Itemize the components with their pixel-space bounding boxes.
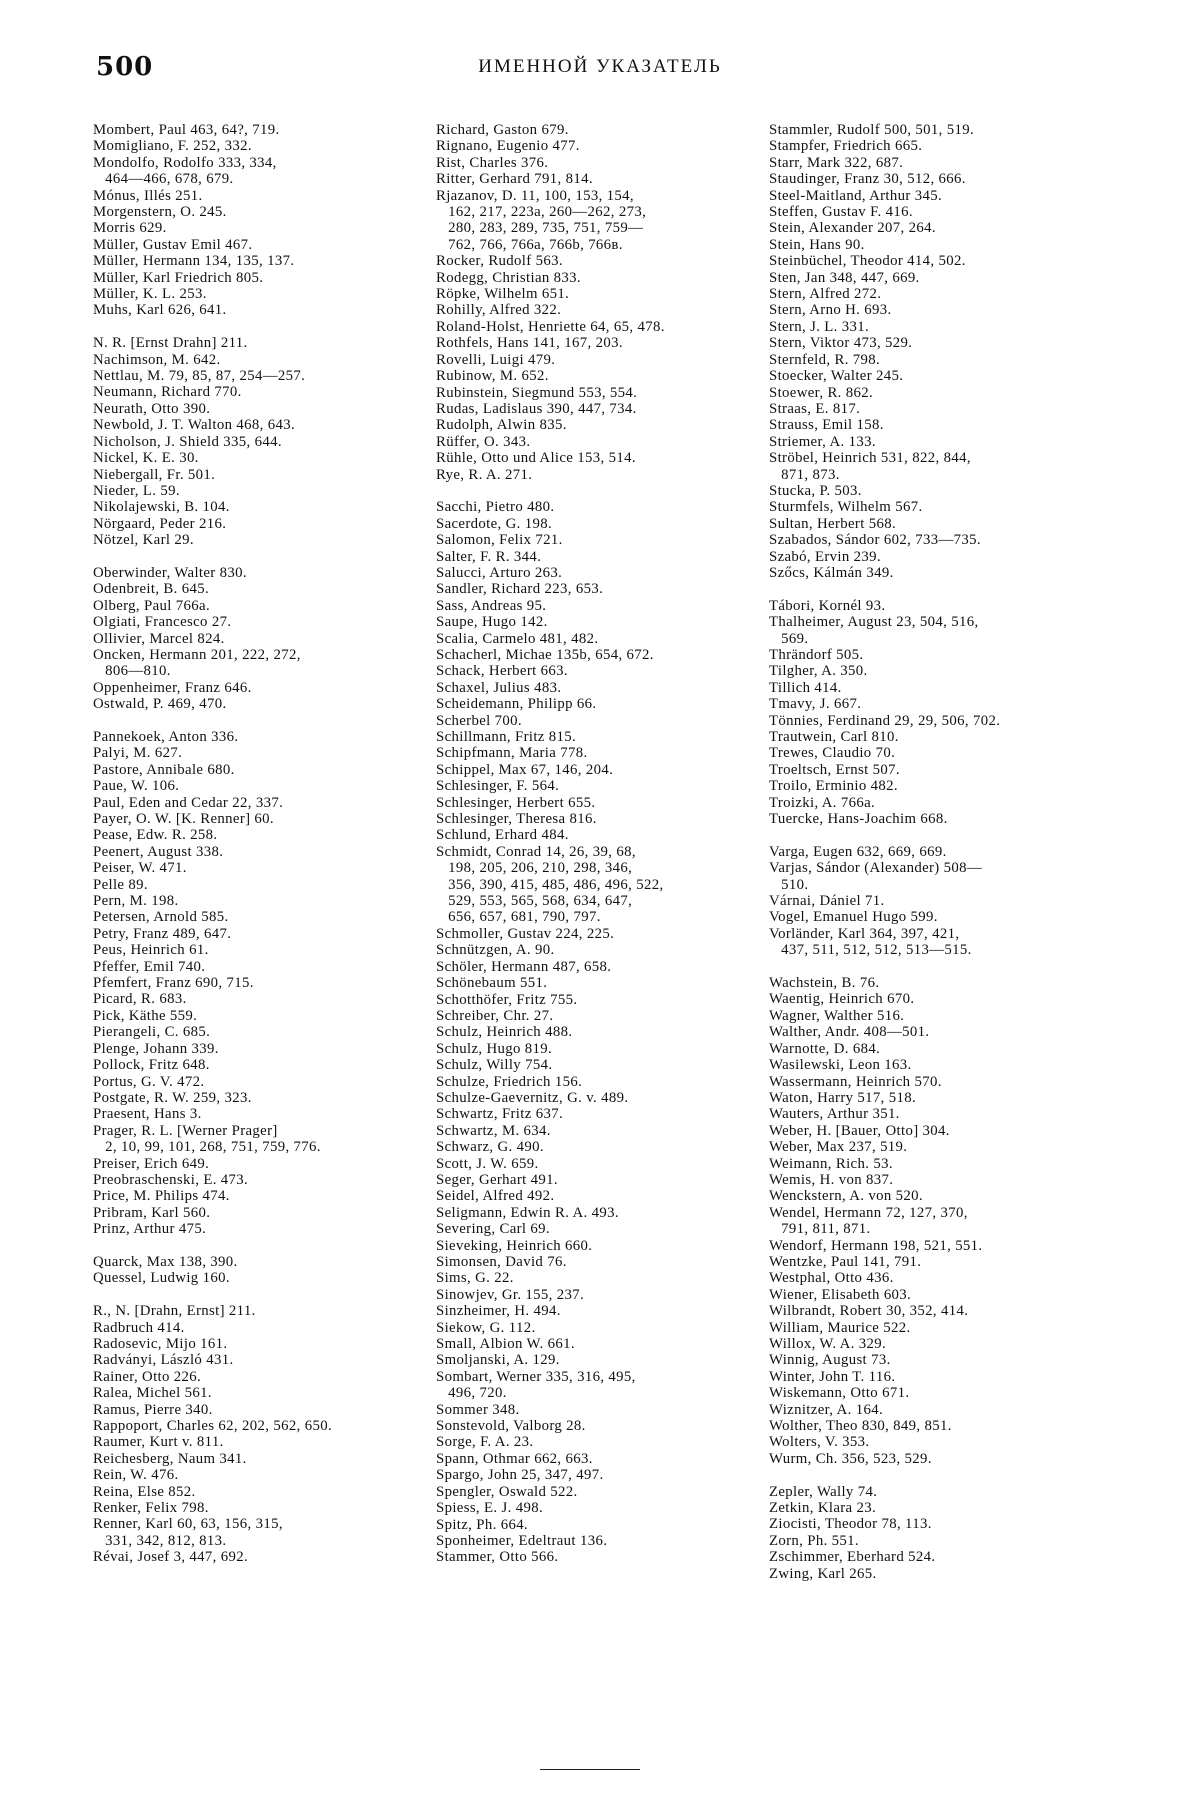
index-entry: Renker, Felix 798. [93, 1500, 209, 1517]
index-entry: Quessel, Ludwig 160. [93, 1270, 230, 1287]
index-entry: Smoljanski, A. 129. [436, 1352, 560, 1369]
index-entry: Stammler, Rudolf 500, 501, 519. [769, 122, 975, 138]
index-entry: Paul, Eden and Cedar 22, 337. [93, 794, 284, 811]
index-entry: Tuercke, Hans-Joachim 668. [769, 811, 948, 828]
index-entry: Scherbel 700. [436, 712, 522, 729]
index-entry: Müller, Hermann 134, 135, 137. [93, 253, 295, 270]
index-entry: Staudinger, Franz 30, 512, 666. [769, 171, 966, 188]
index-entry: Paue, W. 106. [93, 778, 180, 795]
index-entry: Schotthöfer, Fritz 755. [436, 991, 578, 1008]
index-entry: Nötzel, Karl 29. [93, 532, 194, 549]
index-entry: Petry, Franz 489, 647. [93, 925, 232, 942]
index-entry: Schwartz, Fritz 637. [436, 1106, 563, 1123]
index-entry: Starr, Mark 322, 687. [769, 154, 904, 171]
index-entry: Wachstein, B. 76. [769, 975, 880, 992]
page-number: 500 [96, 52, 154, 82]
index-entry: Rudas, Ladislaus 390, 447, 734. [436, 400, 637, 417]
index-entry: Schlund, Erhard 484. [436, 827, 569, 844]
index-entry: Rubinstein, Siegmund 553, 554. [436, 384, 638, 401]
index-entry: Wassermann, Heinrich 570. [769, 1073, 942, 1090]
index-entry: Spitz, Ph. 664. [436, 1516, 528, 1533]
index-entry: Portus, G. V. 472. [93, 1073, 205, 1090]
index-entry: Thrändorf 505. [769, 646, 864, 663]
index-entry: Morris 629. [93, 220, 167, 237]
index-entry: Sten, Jan 348, 447, 669. [769, 269, 920, 286]
index-entry: Praesent, Hans 3. [93, 1106, 202, 1123]
index-entry: Strauss, Emil 158. [769, 417, 884, 434]
index-entry: Wasilewski, Leon 163. [769, 1057, 912, 1074]
index-entry: 437, 511, 512, 512, 513—515. [769, 942, 972, 959]
index-entry: Oberwinder, Walter 830. [93, 564, 247, 581]
index-entry: Wolters, V. 353. [769, 1434, 870, 1451]
index-entry: Stern, Alfred 272. [769, 286, 882, 303]
index-entry: Nicholson, J. Shield 335, 644. [93, 433, 282, 450]
index-entry: Wendel, Hermann 72, 127, 370, [769, 1204, 968, 1221]
index-entry: 162, 217, 223a, 260—262, 273, [436, 204, 647, 221]
index-entry: Scalia, Carmelo 481, 482. [436, 630, 599, 647]
index-entry: Müller, K. L. 253. [93, 286, 207, 303]
index-entry: Oppenheimer, Franz 646. [93, 679, 252, 696]
end-rule [540, 1769, 640, 1770]
index-entry: Newbold, J. T. Walton 468, 643. [93, 417, 296, 434]
index-entry: Momigliano, F. 252, 332. [93, 138, 252, 155]
index-entry: Ramus, Pierre 340. [93, 1401, 213, 1418]
index-entry: Sinowjev, Gr. 155, 237. [436, 1286, 585, 1303]
index-entry: Pelle 89. [93, 876, 148, 893]
index-entry: Pastore, Annibale 680. [93, 761, 235, 778]
index-entry: Westphal, Otto 436. [769, 1270, 894, 1287]
index-entry: Mondolfo, Rodolfo 333, 334, [93, 154, 277, 171]
index-entry: Ostwald, P. 469, 470. [93, 696, 227, 713]
index-entry: Schwarz, G. 490. [436, 1139, 544, 1156]
index-entry: Wolther, Theo 830, 849, 851. [769, 1418, 952, 1435]
index-entry: Richard, Gaston 679. [436, 122, 569, 138]
index-entry: Tilgher, A. 350. [769, 663, 868, 680]
index-entry: 791, 811, 871. [769, 1221, 871, 1238]
index-entry: 806—810. [93, 663, 171, 680]
index-entry: Troilo, Erminio 482. [769, 778, 898, 795]
index-entry: Spann, Othmar 662, 663. [436, 1450, 593, 1467]
index-entry: Steinbüchel, Theodor 414, 502. [769, 253, 966, 270]
index-entry: Vogel, Emanuel Hugo 599. [769, 909, 938, 926]
index-entry: Sacchi, Pietro 480. [436, 499, 555, 516]
index-entry: Price, M. Philips 474. [93, 1188, 230, 1205]
index-entry: Röpke, Wilhelm 651. [436, 286, 570, 303]
index-entry: Radosevic, Mijo 161. [93, 1335, 228, 1352]
index-entry: Pribram, Karl 560. [93, 1204, 211, 1221]
index-entry: Schnützgen, A. 90. [436, 942, 555, 959]
index-entry: Muhs, Karl 626, 641. [93, 302, 227, 319]
index-entry: Trautwein, Carl 810. [769, 729, 899, 746]
index-entry: 280, 283, 289, 735, 751, 759— [436, 220, 644, 237]
page-title: ИМЕННОЙ УКАЗАТЕЛЬ [478, 56, 722, 77]
index-entry: Spiess, E. J. 498. [436, 1500, 544, 1517]
index-entry: 656, 657, 681, 790, 797. [436, 909, 601, 926]
index-entry: 356, 390, 415, 485, 486, 496, 522, [436, 876, 664, 893]
index-entry: Petersen, Arnold 585. [93, 909, 229, 926]
index-entry: Striemer, A. 133. [769, 433, 876, 450]
index-entry: Schmoller, Gustav 224, 225. [436, 925, 615, 942]
index-entry: Preobraschenski, E. 473. [93, 1171, 249, 1188]
index-entry: Pollock, Fritz 648. [93, 1057, 210, 1074]
index-entry: Thalheimer, August 23, 504, 516, [769, 614, 979, 631]
index-entry: Odenbreit, B. 645. [93, 581, 210, 598]
index-entry: Schlesinger, Theresa 816. [436, 811, 597, 828]
index-entry: Sommer 348. [436, 1401, 520, 1418]
index-entry: Schulz, Hugo 819. [436, 1040, 553, 1057]
index-entry: Tönnies, Ferdinand 29, 29, 506, 702. [769, 712, 1001, 729]
index-entry: Pierangeli, C. 685. [93, 1024, 211, 1041]
index-entry: Zwing, Karl 265. [769, 1565, 877, 1582]
index-entry: Schippel, Max 67, 146, 204. [436, 761, 614, 778]
index-entry: Nikolajewski, B. 104. [93, 499, 230, 516]
index-entry: Müller, Gustav Emil 467. [93, 236, 253, 253]
index-entry: Szabó, Ervin 239. [769, 548, 881, 565]
index-entry: Stern, J. L. 331. [769, 318, 870, 335]
index-column-2 [436, 122, 776, 1566]
page-header [0, 52, 1200, 92]
index-entry: 762, 766, 766a, 766b, 766в. [436, 236, 623, 253]
index-entry: Ritter, Gerhard 791, 814. [436, 171, 593, 188]
index-entry: Nettlau, M. 79, 85, 87, 254—257. [93, 368, 306, 385]
index-entry: 569. [769, 630, 809, 647]
index-entry: 2, 10, 99, 101, 268, 751, 759, 776. [93, 1139, 321, 1156]
index-entry: Raumer, Kurt v. 811. [93, 1434, 224, 1451]
index-entry: Straas, E. 817. [769, 400, 861, 417]
index-entry: Morgenstern, O. 245. [93, 204, 227, 221]
index-entry: 198, 205, 206, 210, 298, 346, [436, 860, 633, 877]
index-entry: 529, 553, 565, 568, 634, 647, [436, 893, 633, 910]
index-entry: Rudolph, Alwin 835. [436, 417, 567, 434]
index-entry: Neumann, Richard 770. [93, 384, 242, 401]
index-entry: Rocker, Rudolf 563. [436, 253, 563, 270]
index-entry: Wurm, Ch. 356, 523, 529. [769, 1450, 932, 1467]
index-entry: Pern, M. 198. [93, 893, 179, 910]
index-entry: Picard, R. 683. [93, 991, 187, 1008]
index-entry: Stucka, P. 503. [769, 482, 862, 499]
index-column-1 [93, 122, 433, 1566]
index-entry: Sacerdote, G. 198. [436, 515, 553, 532]
index-entry: Preiser, Erich 649. [93, 1155, 210, 1172]
index-entry: Wiznitzer, A. 164. [769, 1401, 884, 1418]
index-entry: Stern, Arno H. 693. [769, 302, 892, 319]
index-entry: Sturmfels, Wilhelm 567. [769, 499, 923, 516]
index-entry: Palyi, M. 627. [93, 745, 183, 762]
index-entry: Niebergall, Fr. 501. [93, 466, 216, 483]
index-entry: Peus, Heinrich 61. [93, 942, 209, 959]
index-entry: Stammer, Otto 566. [436, 1549, 559, 1566]
index-entry: Weimann, Rich. 53. [769, 1155, 893, 1172]
index-entry: Salter, F. R. 344. [436, 548, 542, 565]
index-entry: Nickel, K. E. 30. [93, 450, 199, 467]
index-entry: Reina, Else 852. [93, 1483, 196, 1500]
index-entry: Wauters, Arthur 351. [769, 1106, 900, 1123]
index-entry: Sinzheimer, H. 494. [436, 1303, 561, 1320]
index-entry: Scheidemann, Philipp 66. [436, 696, 597, 713]
index-entry: Peenert, August 338. [93, 843, 224, 860]
index-entry: Rovelli, Luigi 479. [436, 351, 556, 368]
index-entry: Varjas, Sándor (Alexander) 508— [769, 860, 983, 877]
index-entry: Rappoport, Charles 62, 202, 562, 650. [93, 1418, 332, 1435]
index-entry: Spengler, Oswald 522. [436, 1483, 578, 1500]
index-entry: 871, 873. [769, 466, 840, 483]
index-entry: Várnai, Dániel 71. [769, 893, 885, 910]
index-entry: Trewes, Claudio 70. [769, 745, 896, 762]
index-entry: 464—466, 678, 679. [93, 171, 234, 188]
index-entry: Tillich 414. [769, 679, 842, 696]
index-entry: Seligmann, Edwin R. A. 493. [436, 1204, 619, 1221]
index-entry: 496, 720. [436, 1385, 507, 1402]
index-entry: Seger, Gerhart 491. [436, 1171, 558, 1188]
index-entry: Ralea, Michel 561. [93, 1385, 212, 1402]
index-entry: Rjazanov, D. 11, 100, 153, 154, [436, 187, 634, 204]
index-entry: Schipfmann, Maria 778. [436, 745, 588, 762]
index-entry: Reichesberg, Naum 341. [93, 1450, 247, 1467]
index-entry: Zetkin, Klara 23. [769, 1500, 877, 1517]
index-entry: Simonsen, David 76. [436, 1254, 567, 1271]
index-entry: Wenckstern, A. von 520. [769, 1188, 923, 1205]
index-entry: Sponheimer, Edeltraut 136. [436, 1532, 608, 1549]
index-entry: Pick, Käthe 559. [93, 1007, 198, 1024]
index-entry: Schack, Herbert 663. [436, 663, 568, 680]
index-entry: Radványi, László 431. [93, 1352, 234, 1369]
index-entry: Schulze-Gaevernitz, G. v. 489. [436, 1089, 629, 1106]
index-entry: Winnig, August 73. [769, 1352, 891, 1369]
index-entry: Weber, H. [Bauer, Otto] 304. [769, 1122, 950, 1139]
index-entry: Plenge, Johann 339. [93, 1040, 219, 1057]
index-entry: Stoecker, Walter 245. [769, 368, 904, 385]
index-entry: Zepler, Wally 74. [769, 1483, 878, 1500]
index-entry: Steffen, Gustav F. 416. [769, 204, 913, 221]
index-entry: Siekow, G. 112. [436, 1319, 536, 1336]
index-entry: Quarck, Max 138, 390. [93, 1253, 238, 1270]
index-entry: Olgiati, Francesco 27. [93, 614, 232, 631]
index-entry: Sims, G. 22. [436, 1270, 514, 1287]
index-entry: Stein, Hans 90. [769, 236, 865, 253]
index-entry: Waentig, Heinrich 670. [769, 991, 915, 1008]
index-entry: Vorländer, Karl 364, 397, 421, [769, 925, 960, 942]
index-entry: Walther, Andr. 408—501. [769, 1024, 930, 1041]
index-entry: Sombart, Werner 335, 316, 495, [436, 1368, 636, 1385]
index-entry: Ströbel, Heinrich 531, 822, 844, [769, 450, 971, 467]
index-entry: Payer, O. W. [K. Renner] 60. [93, 811, 274, 828]
index-entry: Sieveking, Heinrich 660. [436, 1237, 593, 1254]
index-entry: Stern, Viktor 473, 529. [769, 335, 913, 352]
index-column-3 [769, 122, 1114, 1582]
index-entry: Ollivier, Marcel 824. [93, 630, 225, 647]
index-entry: Neurath, Otto 390. [93, 400, 211, 417]
index-entry: Winter, John T. 116. [769, 1368, 896, 1385]
index-entry: Zschimmer, Eberhard 524. [769, 1549, 936, 1566]
index-entry: Szőcs, Kálmán 349. [769, 564, 894, 581]
index-entry: Troizki, A. 766a. [769, 794, 876, 811]
index-entry: Schulz, Heinrich 488. [436, 1024, 573, 1041]
index-entry: Schwartz, M. 634. [436, 1122, 551, 1139]
index-entry: Révai, Josef 3, 447, 692. [93, 1549, 249, 1566]
index-entry: Wagner, Walther 516. [769, 1007, 905, 1024]
index-entry: Szabados, Sándor 602, 733—735. [769, 532, 981, 549]
index-entry: Wiskemann, Otto 671. [769, 1385, 910, 1402]
index-entry: Wilbrandt, Robert 30, 352, 414. [769, 1303, 969, 1320]
index-entry: Ziocisti, Theodor 78, 113. [769, 1516, 932, 1533]
index-entry: Stampfer, Friedrich 665. [769, 138, 923, 155]
index-entry: Tábori, Kornél 93. [769, 597, 886, 614]
index-entry: Saupe, Hugo 142. [436, 614, 548, 631]
index-entry: Schöler, Hermann 487, 658. [436, 958, 612, 975]
index-entry: Troeltsch, Ernst 507. [769, 761, 900, 778]
index-entry: Weber, Max 237, 519. [769, 1139, 908, 1156]
index-entry: Salucci, Arturo 263. [436, 564, 563, 581]
index-entry: Scott, J. W. 659. [436, 1155, 539, 1172]
index-entry: Wentzke, Paul 141, 791. [769, 1253, 922, 1270]
index-entry: Nachimson, M. 642. [93, 351, 221, 368]
index-entry: Zorn, Ph. 551. [769, 1532, 859, 1549]
index-entry: Peiser, W. 471. [93, 860, 187, 877]
index-entry: Seidel, Alfred 492. [436, 1188, 555, 1205]
index-entry: Salomon, Felix 721. [436, 532, 563, 549]
index-entry: Rodegg, Christian 833. [436, 269, 581, 286]
index-entry: Rubinow, M. 652. [436, 368, 549, 385]
index-entry: Schlesinger, F. 564. [436, 778, 560, 795]
index-entry: Rignano, Eugenio 477. [436, 138, 580, 155]
index-entry: Prager, R. L. [Werner Prager] [93, 1122, 278, 1139]
index-entry: Schreiber, Chr. 27. [436, 1007, 554, 1024]
index-entry: Schulze, Friedrich 156. [436, 1073, 583, 1090]
index-entry: Nörgaard, Peder 216. [93, 515, 227, 532]
index-entry: Schillmann, Fritz 815. [436, 729, 577, 746]
index-entry: Radbruch 414. [93, 1319, 185, 1336]
index-entry: Rothfels, Hans 141, 167, 203. [436, 335, 623, 352]
index-entry: Sultan, Herbert 568. [769, 515, 896, 532]
index-entry: Sass, Andreas 95. [436, 597, 547, 614]
index-entry: Schlesinger, Herbert 655. [436, 794, 596, 811]
index-entry: N. R. [Ernst Drahn] 211. [93, 335, 248, 352]
index-entry: Sternfeld, R. 798. [769, 351, 881, 368]
index-entry: Schönebaum 551. [436, 975, 548, 992]
index-entry: Rohilly, Alfred 322. [436, 302, 562, 319]
index-entry: Rühle, Otto und Alice 153, 514. [436, 450, 636, 467]
index-entry: 510. [769, 876, 809, 893]
index-entry: Mombert, Paul 463, 64?, 719. [93, 122, 280, 138]
index-entry: Schaxel, Julius 483. [436, 679, 562, 696]
index-entry: Warnotte, D. 684. [769, 1040, 881, 1057]
index-entry: Rein, W. 476. [93, 1467, 179, 1484]
index-entry: Spargo, John 25, 347, 497. [436, 1467, 604, 1484]
index-entry: Pfemfert, Franz 690, 715. [93, 975, 254, 992]
index-entry: Pfeffer, Emil 740. [93, 958, 206, 975]
index-entry: Sandler, Richard 223, 653. [436, 581, 604, 598]
index-entry: Small, Albion W. 661. [436, 1336, 575, 1353]
index-entry: Oncken, Hermann 201, 222, 272, [93, 646, 301, 663]
index-entry: Waton, Harry 517, 518. [769, 1089, 917, 1106]
index-entry: Rüffer, O. 343. [436, 433, 531, 450]
index-entry: Stein, Alexander 207, 264. [769, 220, 936, 237]
index-entry: Olberg, Paul 766a. [93, 597, 210, 614]
index-entry: Sorge, F. A. 23. [436, 1434, 534, 1451]
index-entry: Rist, Charles 376. [436, 154, 549, 171]
index-entry: Postgate, R. W. 259, 323. [93, 1089, 252, 1106]
index-entry: Renner, Karl 60, 63, 156, 315, [93, 1516, 283, 1533]
index-entry: Schacherl, Michae 135b, 654, 672. [436, 646, 654, 663]
index-entry: Mónus, Illés 251. [93, 187, 203, 204]
index-entry: Varga, Eugen 632, 669, 669. [769, 843, 947, 860]
index-entry: Schmidt, Conrad 14, 26, 39, 68, [436, 843, 636, 860]
index-entry: Severing, Carl 69. [436, 1221, 550, 1238]
index-entry: Müller, Karl Friedrich 805. [93, 269, 264, 286]
index-entry: Rainer, Otto 226. [93, 1368, 202, 1385]
index-entry: Prinz, Arthur 475. [93, 1221, 207, 1238]
index-entry: Wendorf, Hermann 198, 521, 551. [769, 1237, 983, 1254]
index-entry: William, Maurice 522. [769, 1319, 911, 1336]
index-entry: Steel-Maitland, Arthur 345. [769, 187, 943, 204]
index-entry: Wemis, H. von 837. [769, 1171, 894, 1188]
index-entry: R., N. [Drahn, Ernst] 211. [93, 1303, 256, 1320]
index-entry: Rye, R. A. 271. [436, 466, 533, 483]
index-entry: 331, 342, 812, 813. [93, 1532, 227, 1549]
index-entry: Schulz, Willy 754. [436, 1057, 553, 1074]
index-entry: Willox, W. A. 329. [769, 1336, 887, 1353]
index-entry: Tmavy, J. 667. [769, 696, 862, 713]
index-entry: Stoewer, R. 862. [769, 384, 874, 401]
index-entry: Sonstevold, Valborg 28. [436, 1418, 586, 1435]
index-entry: Pease, Edw. R. 258. [93, 827, 218, 844]
index-entry: Pannekoek, Anton 336. [93, 728, 239, 745]
index-entry: Nieder, L. 59. [93, 482, 180, 499]
index-entry: Wiener, Elisabeth 603. [769, 1286, 912, 1303]
index-entry: Roland-Holst, Henriette 64, 65, 478. [436, 318, 665, 335]
